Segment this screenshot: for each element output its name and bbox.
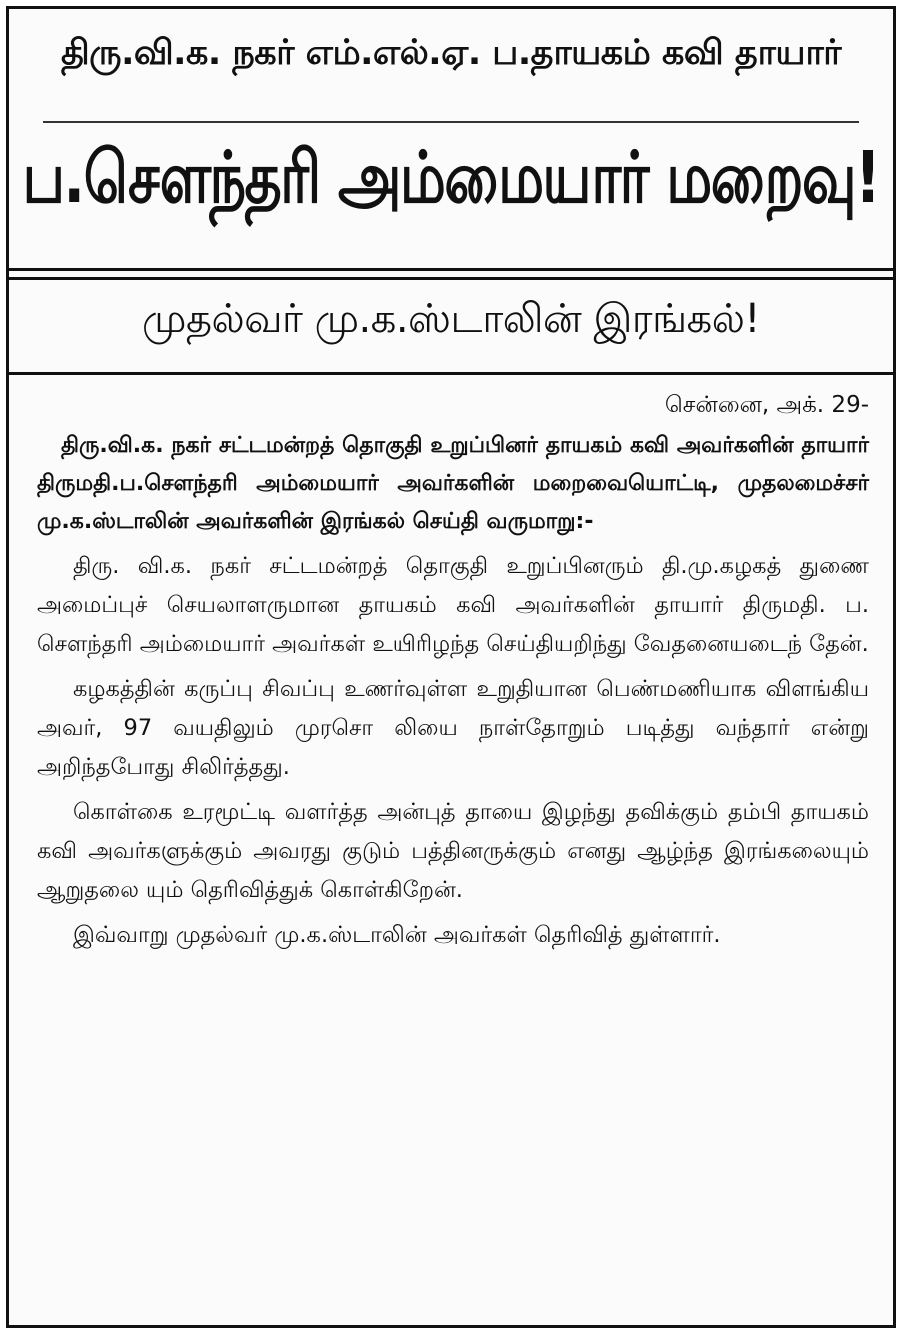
body-paragraph: கழகத்தின் கருப்பு சிவப்பு உணர்வுள்ள உறுதியான பெண்மணியாக விளங்கிய அவர், 97 வயதிலும் முரசொ லியை நாள்தோறும் படித்து வந்தார் என்று அறிந்தபோது சிலிர்த்தது. [37, 676, 869, 780]
body-paragraph: திரு. வி.க. நகர் சட்டமன்றத் தொகுதி உறுப்பினரும் தி.மு.கழகத் துணை அமைப்புச் செயலாளருமான தாயகம் கவி அவர்களின் தாயார் திருமதி. ப. சௌந்தரி அம்மையார் அவர்கள் உயிரிழந்த செய்தியறிந்து வேதனையடைந் தேன். [37, 553, 869, 657]
article-body [37, 387, 869, 961]
main-headline: ப.சௌந்தரி அம்மையார் மறைவு! [22, 137, 880, 220]
body-paragraph: இவ்வாறு முதல்வர் மு.க.ஸ்டாலின் அவர்கள் தெரிவித் துள்ளார். [73, 922, 721, 948]
news-clipping [6, 6, 896, 1328]
kicker-line: திரு.வி.க. நகர் எம்.எல்.ஏ. ப.தாயகம் கவி தாயார் [60, 33, 842, 73]
lede-paragraph: திரு.வி.க. நகர் சட்டமன்றத் தொகுதி உறுப்பினர் தாயகம் கவி அவர்களின் தாயார் திருமதி.ப.சௌந்தரி அம்மையார் அவர்களின் மறைவையொட்டி, முதலமைச்சர் மு.க.ஸ்டாலின் அவர்களின் இரங்கல் செய்தி வருமாறு:- [37, 433, 869, 534]
headline-box [9, 9, 893, 271]
dateline: சென்னை, அக். 29- [664, 392, 869, 418]
subheadline-box [9, 277, 893, 375]
subheadline: முதல்வர் மு.க.ஸ்டாலின் இரங்கல்! [142, 296, 760, 342]
body-paragraph: கொள்கை உரமூட்டி வளர்த்த அன்புத் தாயை இழந்து தவிக்கும் தம்பி தாயகம் கவி அவர்களுக்கும் அவரது குடும் பத்தினருக்கும் எனது ஆழ்ந்த இரங்கலையும் ஆறுதலை யும் தெரிவித்துக் கொள்கிறேன். [37, 799, 869, 903]
divider-rule [43, 121, 859, 123]
